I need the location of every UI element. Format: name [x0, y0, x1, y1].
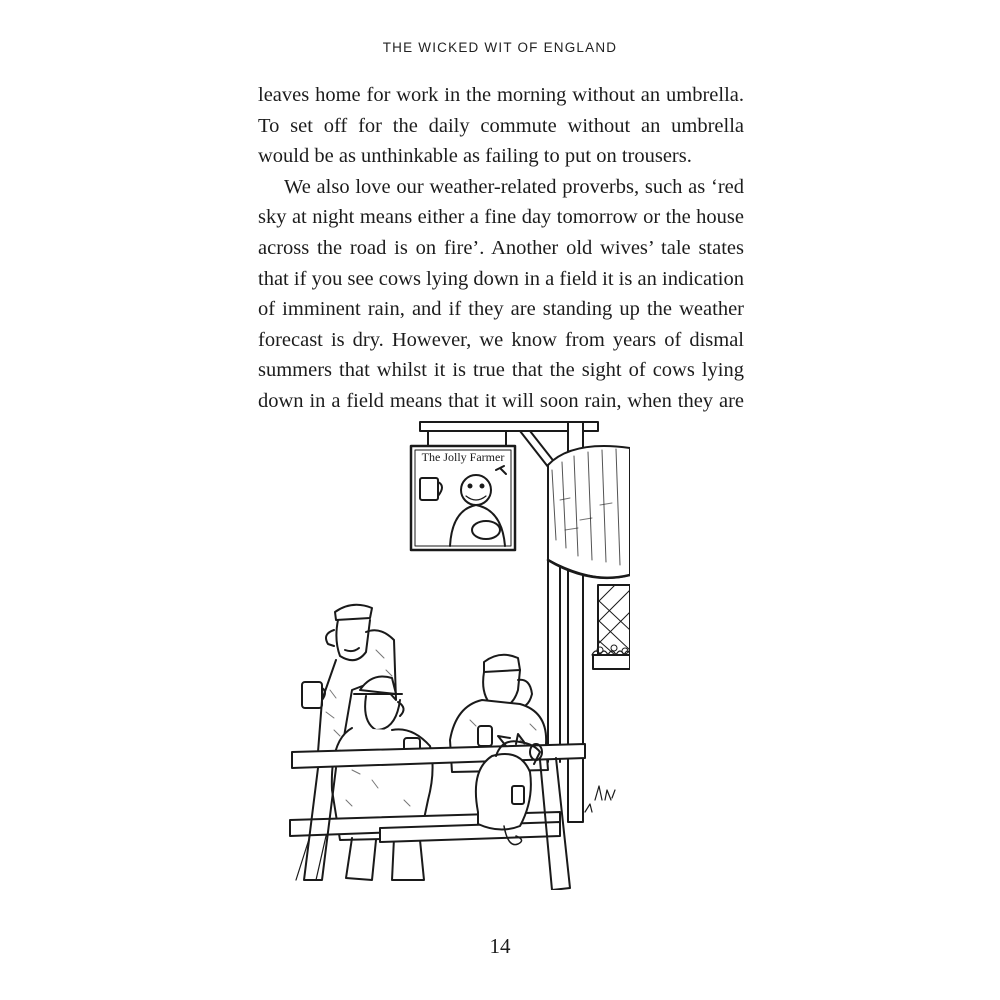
text-line: across the road is on fire’. Another old wives’ tale states	[258, 236, 744, 259]
man-bowler-hat	[332, 677, 433, 881]
picnic-table	[290, 744, 585, 890]
page-number: 14	[489, 934, 511, 958]
paragraph-2	[258, 172, 744, 417]
pub-sign	[411, 446, 515, 550]
grass	[585, 786, 615, 812]
body-text	[258, 80, 744, 417]
text-line: leaves home for work in the morning without an umbrella.	[258, 84, 744, 106]
running-head: THE WICKED WIT OF ENGLAND	[382, 40, 618, 55]
text-line: We also love our weather-related proverbs, such as ‘red	[284, 175, 744, 198]
text-line: that if you see cows lying down in a field it is an indication	[258, 267, 744, 290]
text-line: forecast is dry. However, we know from years of dismal	[258, 328, 744, 351]
text-line: summers that whilst it is true that the sight of cows lying	[258, 359, 744, 382]
thatched-cottage	[548, 446, 630, 762]
paragraph-1	[258, 80, 744, 172]
text-line: of imminent rain, and if they are standing up the weather	[258, 298, 744, 321]
sign-text: The Jolly Farmer	[421, 450, 505, 464]
text-line: To set off for the daily commute without an umbrella	[258, 114, 744, 137]
pub-illustration	[285, 415, 630, 890]
text-line: would be as unthinkable as failing to put on trousers.	[258, 145, 692, 168]
text-line: down in a field means that it will soon rain, when they are	[258, 389, 744, 412]
text-line: sky at night means either a fine day tomorrow or the house	[258, 206, 744, 229]
